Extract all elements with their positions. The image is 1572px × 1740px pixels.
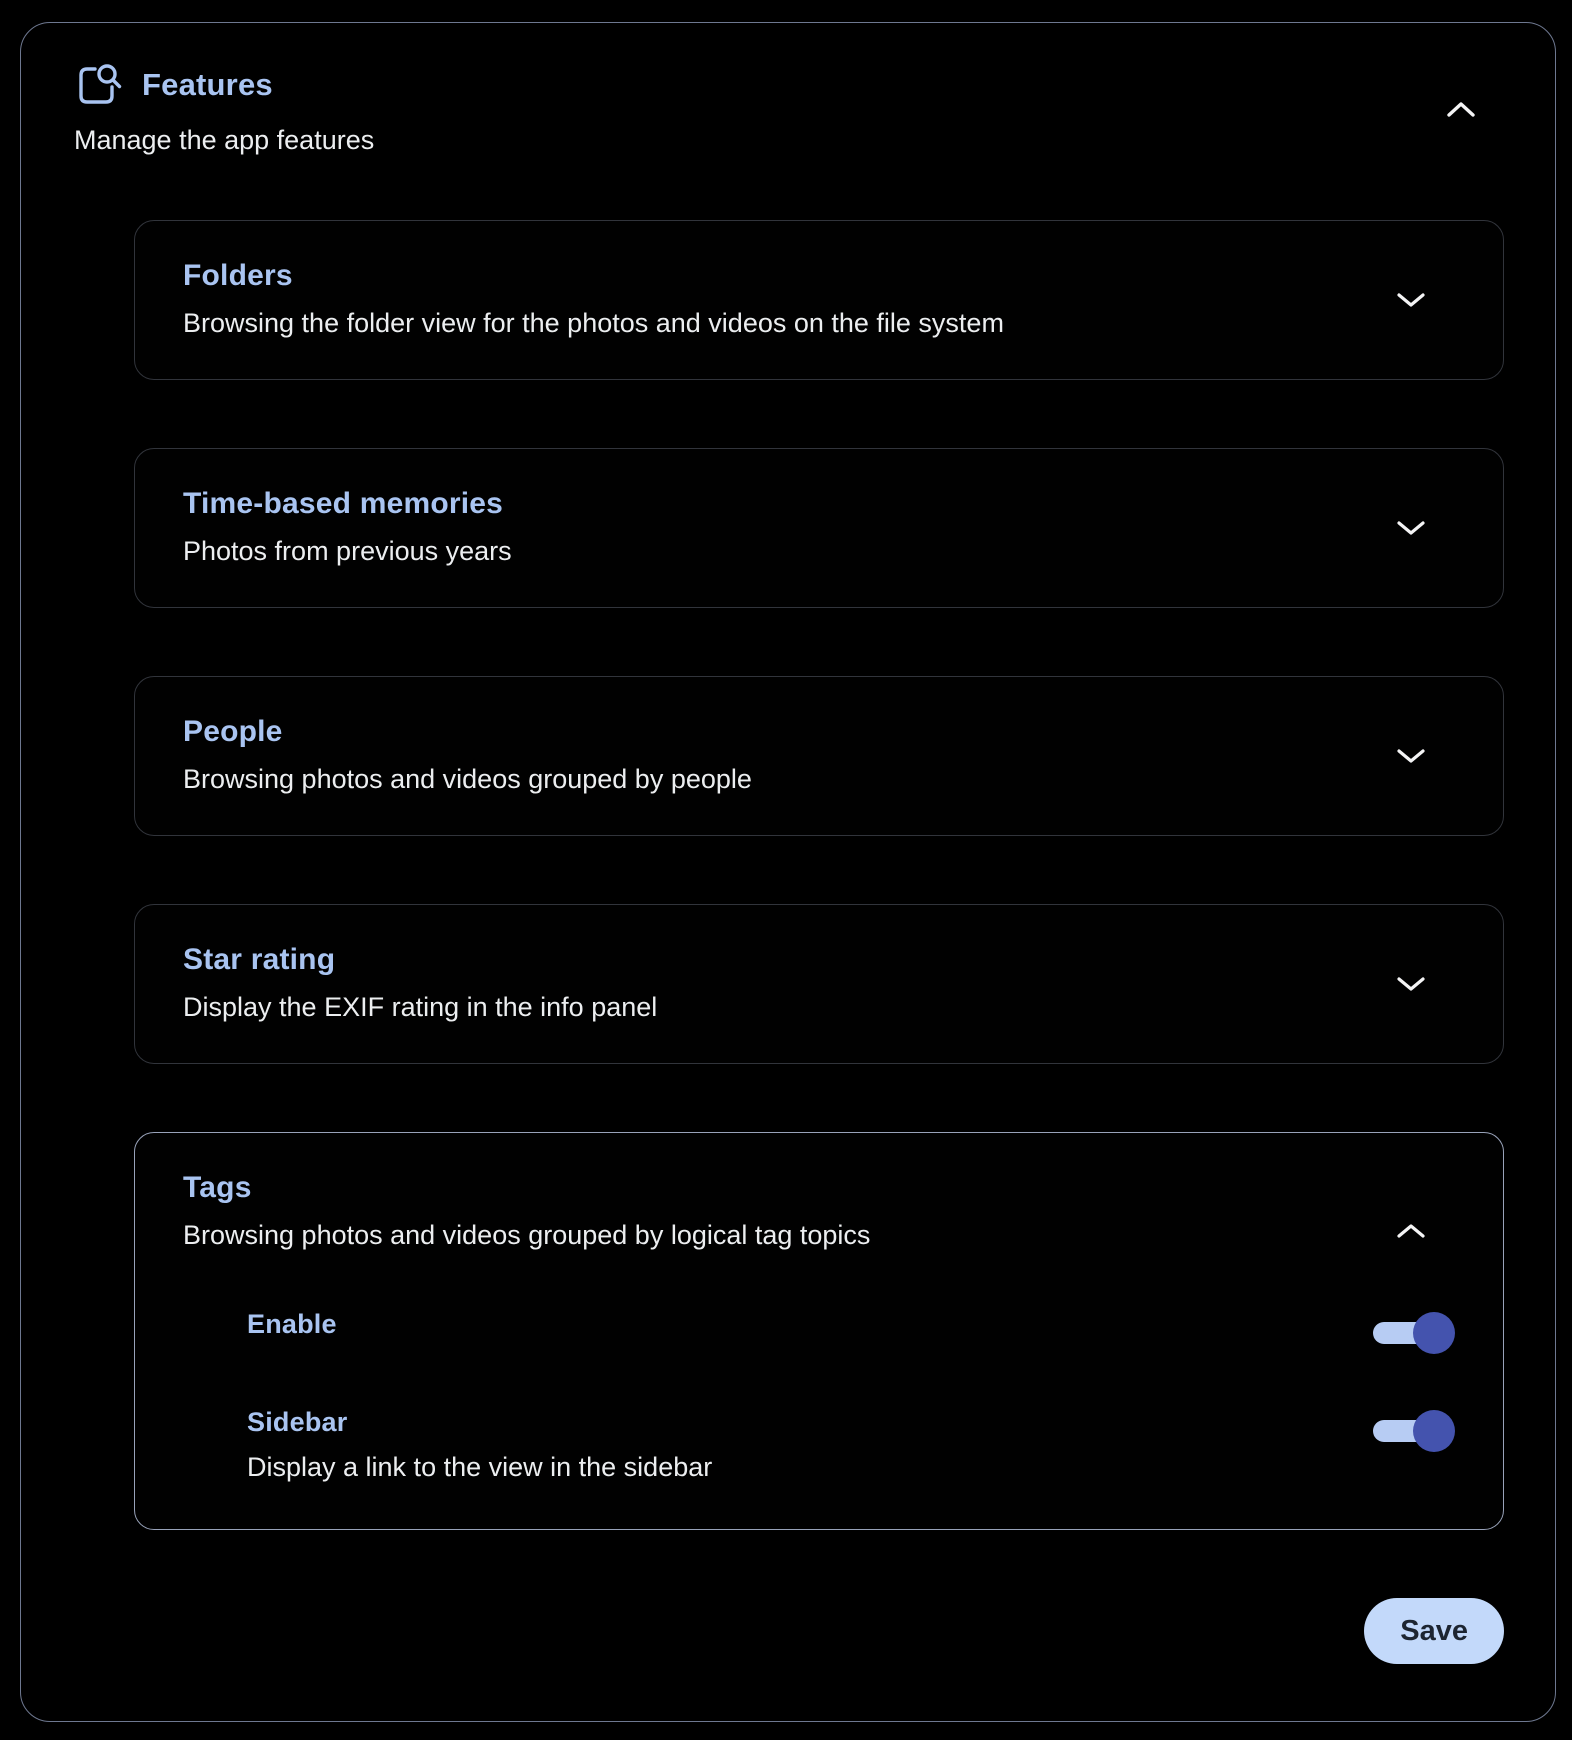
feature-card-people[interactable] xyxy=(134,676,1504,836)
feature-title: Folders xyxy=(183,259,293,292)
chevron-down-icon xyxy=(1395,518,1427,538)
toggle-knob xyxy=(1413,1312,1455,1354)
feature-title: Time-based memories xyxy=(183,487,504,520)
feature-description: Browsing photos and videos grouped by people xyxy=(183,764,752,794)
setting-description: Display a link to the view in the sidebar xyxy=(247,1452,713,1482)
feature-title: People xyxy=(183,715,283,748)
feature-card-tags[interactable] xyxy=(134,1132,1504,1530)
feature-title: Star rating xyxy=(183,943,336,976)
expand-star-rating-button[interactable] xyxy=(1395,974,1427,994)
features-panel xyxy=(20,22,1556,1722)
tags-settings xyxy=(247,1309,1455,1483)
feature-title: Tags xyxy=(183,1171,252,1204)
setting-row-sidebar xyxy=(247,1407,1455,1483)
toggle-knob xyxy=(1413,1410,1455,1452)
feature-description: Photos from previous years xyxy=(183,536,512,566)
save-row xyxy=(134,1598,1504,1664)
feature-card-time-based-memories[interactable] xyxy=(134,448,1504,608)
setting-label: Enable xyxy=(247,1309,337,1339)
panel-title: Features xyxy=(142,67,273,102)
sidebar-toggle[interactable] xyxy=(1373,1409,1455,1453)
chevron-down-icon xyxy=(1395,974,1427,994)
chevron-up-icon xyxy=(1444,99,1478,121)
setting-row-enable xyxy=(247,1309,1455,1355)
chevron-up-icon xyxy=(1395,1221,1427,1241)
feature-card-star-rating[interactable] xyxy=(134,904,1504,1064)
feature-card-folders[interactable] xyxy=(134,220,1504,380)
expand-people-button[interactable] xyxy=(1395,746,1427,766)
setting-text xyxy=(247,1309,337,1340)
setting-label: Sidebar xyxy=(247,1407,348,1437)
feature-description: Browsing photos and videos grouped by logical tag topics xyxy=(183,1220,871,1250)
feature-description: Display the EXIF rating in the info panel xyxy=(183,992,658,1022)
expand-memories-button[interactable] xyxy=(1395,518,1427,538)
image-search-icon xyxy=(74,61,122,109)
expand-folders-button[interactable] xyxy=(1395,290,1427,310)
collapse-panel-button[interactable] xyxy=(1444,99,1478,121)
chevron-down-icon xyxy=(1395,290,1427,310)
features-header xyxy=(74,61,1504,109)
enable-toggle[interactable] xyxy=(1373,1311,1455,1355)
save-button[interactable]: Save xyxy=(1364,1598,1504,1664)
panel-subtitle: Manage the app features xyxy=(74,125,375,155)
chevron-down-icon xyxy=(1395,746,1427,766)
setting-text xyxy=(247,1407,712,1483)
feature-card-list xyxy=(134,220,1504,1664)
feature-description: Browsing the folder view for the photos and videos on the file system xyxy=(183,308,1004,338)
collapse-tags-button[interactable] xyxy=(1395,1221,1427,1241)
